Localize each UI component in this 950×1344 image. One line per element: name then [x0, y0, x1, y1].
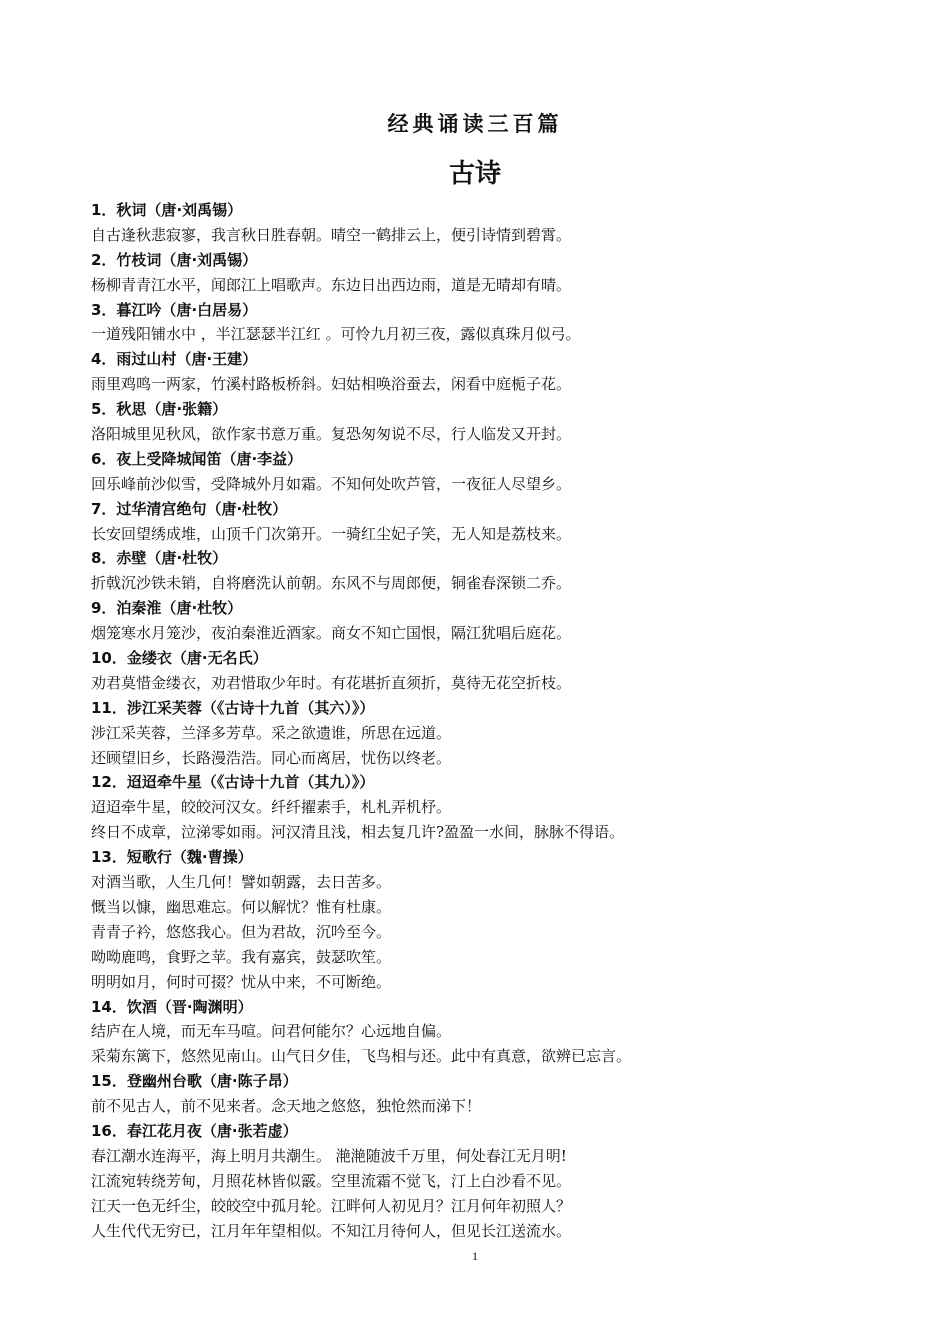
poem-line: 杨柳青青江水平，闻郎江上唱歌声。东边日出西边雨，道是无晴却有晴。 — [91, 275, 572, 294]
page-number: 1 — [472, 1249, 478, 1263]
poem-line: 长安回望绣成堆，山顶千门次第开。一骑红尘妃子笑，无人知是荔枝来。 — [91, 524, 572, 543]
poem-line: 雨里鸡鸣一两家，竹溪村路板桥斜。妇姑相唤浴蚕去，闲看中庭栀子花。 — [91, 375, 572, 394]
poem-heading: 1．秋词（唐·刘禹锡） — [91, 201, 243, 219]
poem-line: 涉江采芙蓉，兰泽多芳草。采之欲遗谁，所思在远道。 — [91, 723, 452, 742]
poem-line: 人生代代无穷已，江月年年望相似。不知江月待何人，但见长江送流水。 — [91, 1221, 572, 1240]
poem-heading: 11．涉江采芙蓉（《古诗十九首（其六）》） — [91, 698, 375, 717]
poem-heading: 5．秋思（唐·张籍） — [91, 400, 228, 419]
poem-line: 江流宛转绕芳甸，月照花林皆似霰。空里流霜不觉飞，汀上白沙看不见。 — [91, 1171, 572, 1190]
poem-line: 回乐峰前沙似雪，受降城外月如霜。不知何处吹芦管，一夜征人尽望乡。 — [91, 474, 572, 493]
poem-line: 折戟沉沙铁未销，自将磨洗认前朝。东风不与周郎便，铜雀春深锁二乔。 — [91, 574, 572, 593]
poem-heading: 4．雨过山村（唐·王建） — [91, 350, 258, 369]
poem-heading: 7．过华清宫绝句（唐·杜牧） — [91, 499, 288, 518]
poem-heading: 13．短歌行（魏·曹操） — [91, 848, 253, 867]
document-title: 经典诵读三百篇 — [387, 111, 563, 136]
section-title: 古诗 — [448, 159, 501, 189]
poem-heading: 14．饮酒（晋·陶渊明） — [91, 997, 253, 1016]
poem-line: 烟笼寒水月笼沙，夜泊秦淮近酒家。商女不知亡国恨，隔江犹唱后庭花。 — [91, 624, 572, 643]
poem-line: 劝君莫惜金缕衣，劝君惜取少年时。有花堪折直须折，莫待无花空折枝。 — [91, 673, 572, 692]
poem-line: 青青子衿，悠悠我心。但为君故，沉吟至今。 — [91, 922, 392, 941]
poem-line: 明明如月，何时可掇？忧从中来，不可断绝。 — [91, 972, 392, 991]
poem-line: 对酒当歌，人生几何！譬如朝露，去日苦多。 — [91, 873, 392, 892]
poem-heading: 10．金缕衣（唐·无名氏） — [91, 649, 268, 668]
poem-list — [91, 198, 871, 1243]
poem-heading: 16．春江花月夜（唐·张若虚） — [91, 1121, 298, 1140]
poem-line: 洛阳城里见秋风，欲作家书意万重。复恐匆匆说不尽，行人临发又开封。 — [91, 425, 572, 444]
poem-line: 终日不成章，泣涕零如雨。河汉清且浅，相去复几许?盈盈一水间，脉脉不得语。 — [91, 823, 625, 842]
poem-line: 采菊东篱下，悠然见南山。山气日夕佳，飞鸟相与还。此中有真意，欲辨已忘言。 — [91, 1047, 632, 1066]
poem-heading: 3．暮江吟（唐·白居易） — [91, 300, 258, 319]
poem-line: 迢迢牵牛星，皎皎河汉女。纤纤擢素手，札札弄机杼。 — [91, 798, 452, 817]
poem-heading: 9．泊秦淮（唐·杜牧） — [91, 599, 243, 618]
poem-line: 结庐在人境，而无车马喧。问君何能尔？心远地自偏。 — [91, 1022, 452, 1041]
poem-line: 呦呦鹿鸣，食野之苹。我有嘉宾，鼓瑟吹笙。 — [91, 947, 392, 966]
poem-heading: 12．迢迢牵牛星（《古诗十九首（其九）》） — [91, 773, 375, 792]
poem-line: 慨当以慷，幽思难忘。何以解忧？惟有杜康。 — [91, 897, 392, 916]
poem-line: 江天一色无纤尘，皎皎空中孤月轮。江畔何人初见月？江月何年初照人？ — [91, 1196, 572, 1215]
poem-heading: 15．登幽州台歌（唐·陈子昂） — [91, 1072, 298, 1091]
poem-line: 一道残阳铺水中 ，半江瑟瑟半江红 。可怜九月初三夜，露似真珠月似弓。 — [91, 325, 581, 344]
poem-line: 前不见古人，前不见来者。念天地之悠悠，独怆然而涕下！ — [91, 1097, 482, 1116]
poem-line: 春江潮水连海平，海上明月共潮生。 滟滟随波千万里，何处春江无月明! — [91, 1146, 567, 1165]
poem-heading: 6．夜上受降城闻笛（唐·李益） — [91, 449, 303, 468]
poem-line: 自古逢秋悲寂寥，我言秋日胜春朝。晴空一鹤排云上，便引诗情到碧霄。 — [91, 225, 572, 244]
poem-heading: 2．竹枝词（唐·刘禹锡） — [91, 250, 258, 269]
poem-line: 还顾望旧乡，长路漫浩浩。同心而离居，忧伤以终老。 — [91, 748, 452, 767]
poem-heading: 8．赤壁（唐·杜牧） — [91, 549, 228, 568]
